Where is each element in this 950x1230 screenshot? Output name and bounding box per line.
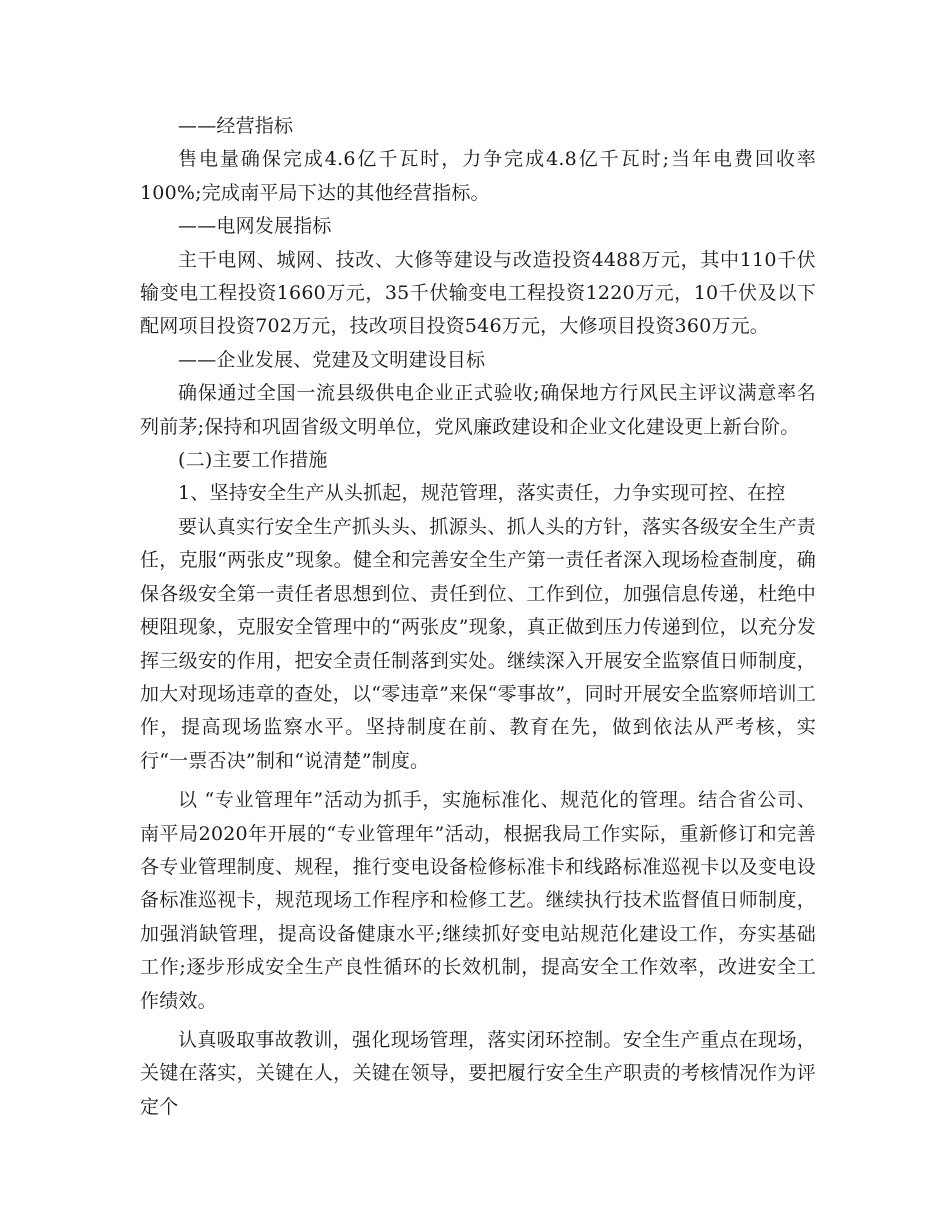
paragraph-safety-responsibility: 要认真实行安全生产抓头头、抓源头、抓人头的方针，落实各级安全生产责任，克服“两张皮”现象。健全和完善安全生产第一责任者深入现场检查制度，确保各级安全第一责任者思想到位、责任到位、工作到位，加强信息传递，杜绝中梗阻现象，克服安全管理中的“两张皮”现象，真正做到压力传递到位，以充分发挥三级安的作用，把安全责任制落到实处。继续深入开展安全监察值日师制度，加大对现场违章的查处，以“零违章”来保“零事故”，同时开展安全监察师培训工作，提高现场监察水平。坚持制度在前、教育在先，做到依法从严考核，实行“一票否决”制和“说清楚”制度。 bbox=[140, 515, 816, 772]
subheading-safety-production: 1、坚持安全生产从头抓起，规范管理，落实责任，力争实现可控、在控 bbox=[178, 482, 786, 505]
heading-enterprise-development-goals: ——企业发展、党建及文明建设目标 bbox=[178, 348, 486, 371]
paragraph-accident-lessons: 认真吸取事故教训，强化现场管理，落实闭环控制。安全生产重点在现场，关键在落实，关键在人，关键在领导，要把履行安全生产职责的考核情况作为评定个 bbox=[140, 1028, 816, 1118]
paragraph-grid-development-indicators: 主干电网、城网、技改、大修等建设与改造投资4488万元，其中110千伏输变电工程投资1660万元，35千伏输变电工程投资1220万元，10千伏及以下配网项目投资702万元，技改项目投资546万元，大修项目投资360万元。 bbox=[140, 248, 816, 338]
paragraph-enterprise-development-goals: 确保通过全国一流县级供电企业正式验收;确保地方行风民主评议满意率名列前茅;保持和巩固省级文明单位，党风廉政建设和企业文化建设更上新台阶。 bbox=[140, 382, 816, 438]
heading-grid-development-indicators: ——电网发展指标 bbox=[178, 215, 332, 238]
section-heading-main-measures: (二)主要工作措施 bbox=[178, 449, 328, 472]
document-page bbox=[140, 110, 816, 1124]
paragraph-professional-management-year: 以 “专业管理年”活动为抓手，实施标准化、规范化的管理。结合省公司、南平局2020年开展的“专业管理年”活动，根据我局工作实际，重新修订和完善各专业管理制度、规程，推行变电设备检修标准卡和线路标准巡视卡以及变电设备标准巡视卡，规范现场工作程序和检修工艺。继续执行技术监督值日师制度，加强消缺管理，提高设备健康水平;继续抓好变电站规范化建设工作，夯实基础工作;逐步形成安全生产良性循环的长效机制，提高安全工作效率，改进安全工作绩效。 bbox=[140, 789, 816, 1012]
heading-business-indicators: ——经营指标 bbox=[178, 115, 294, 137]
paragraph-business-indicators: 售电量确保完成4.6亿千瓦时，力争完成4.8亿千瓦时;当年电费回收率100%;完成南平局下达的其他经营指标。 bbox=[140, 148, 816, 204]
